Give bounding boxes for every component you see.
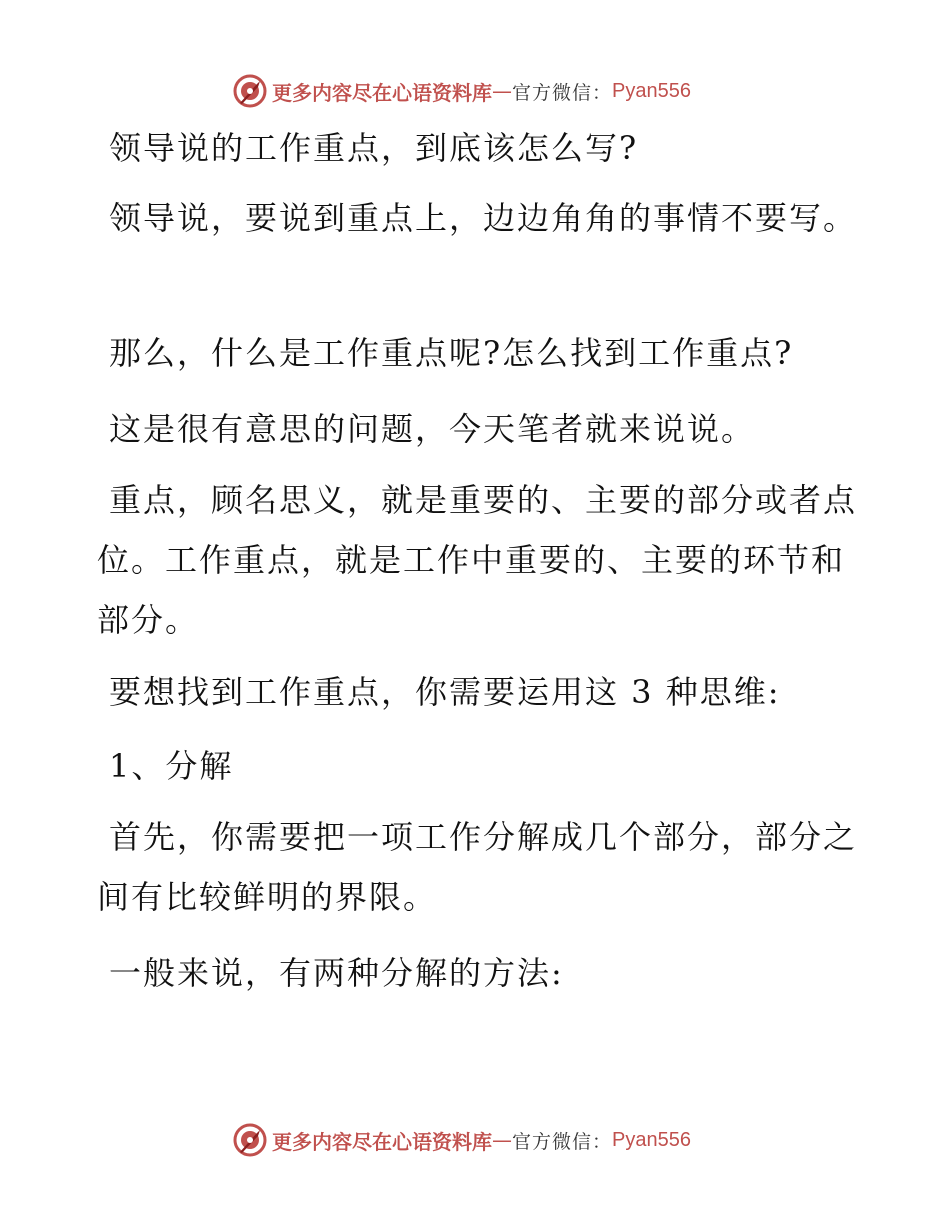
pen-logo-icon [232, 73, 268, 109]
paragraph: 领导说的工作重点，到底该怎么写? [109, 129, 639, 167]
paragraph: 首先，你需要把一项工作分解成几个部分，部分之间有比较鲜明的界限。 [97, 818, 858, 916]
paragraph: 重点，顾名思义，就是重要的、主要的部分或者点位。工作重点，就是工作中重要的、主要的环节和部分。 [97, 481, 858, 639]
paragraph: 要想找到工作重点，你需要运用这 3 种思维: [109, 673, 781, 711]
paragraph: 领导说，要说到重点上，边边角角的事情不要写。 [109, 199, 858, 237]
header-official-label: 官方微信： [512, 81, 613, 104]
header-brand-text: 更多内容尽在心语资料库 [272, 80, 492, 105]
header-separator: — [492, 79, 512, 103]
footer-official-label: 官方微信： [512, 1130, 613, 1153]
footer-wechat-id: Pyan556 [612, 1128, 691, 1151]
footer-brand-text: 更多内容尽在心语资料库 [272, 1129, 492, 1154]
section-heading: 1、分解 [109, 747, 234, 785]
paragraph: 一般来说，有两种分解的方法: [109, 954, 564, 992]
footer-separator: — [492, 1128, 512, 1152]
footer-watermark [232, 1122, 691, 1158]
pen-logo-icon [232, 1122, 268, 1158]
header-watermark [232, 73, 691, 109]
paragraph: 这是很有意思的问题，今天笔者就来说说。 [109, 410, 756, 448]
header-wechat-id: Pyan556 [612, 79, 691, 102]
paragraph: 那么，什么是工作重点呢?怎么找到工作重点? [109, 334, 794, 372]
